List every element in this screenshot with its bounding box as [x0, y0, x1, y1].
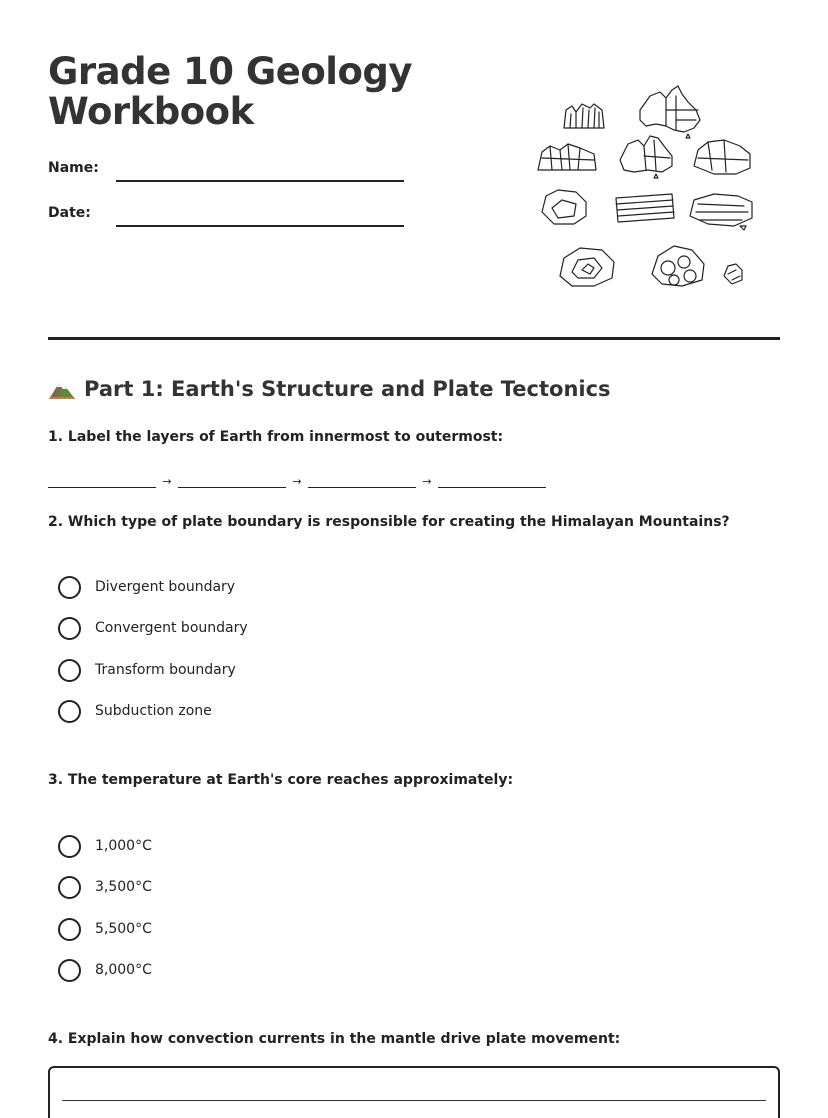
q3-option-8000[interactable]: [58, 958, 152, 982]
radio-button[interactable]: [58, 617, 81, 640]
radio-button[interactable]: [58, 835, 81, 858]
option-label: Convergent boundary: [95, 620, 248, 636]
q3-option-3500[interactable]: [58, 875, 152, 899]
q2-option-subduction[interactable]: [58, 699, 212, 723]
section-heading-part-1: [48, 374, 611, 404]
rock-sketches-icon: [528, 80, 768, 295]
option-label: Subduction zone: [95, 703, 212, 719]
arrow-icon: →: [162, 475, 172, 488]
radio-button[interactable]: [58, 659, 81, 682]
name-label: Name:: [48, 160, 99, 176]
answer-line: [62, 1100, 766, 1101]
date-field[interactable]: [116, 225, 404, 227]
q3-option-1000[interactable]: [58, 834, 152, 858]
q2-option-convergent[interactable]: [58, 616, 248, 640]
q3-option-5500[interactable]: [58, 917, 152, 941]
name-field[interactable]: [116, 180, 404, 182]
title-line-2: Workbook: [48, 90, 254, 133]
australia-map-icon: [640, 86, 700, 138]
option-label: 8,000°C: [95, 962, 152, 978]
rock-outline-sketch-icon: [542, 190, 586, 224]
question-2-text: 2. Which type of plate boundary is responsible for creating the Himalayan Mountains?: [48, 514, 730, 530]
radio-button[interactable]: [58, 876, 81, 899]
pebble-sketch-icon: [724, 264, 742, 284]
mountain-icon: [48, 378, 76, 400]
answer-textarea[interactable]: [48, 1066, 780, 1118]
radio-button[interactable]: [58, 576, 81, 599]
australia-map-small-icon: [620, 136, 672, 178]
section-divider: [48, 337, 780, 340]
layer-blank-2[interactable]: [178, 474, 286, 488]
layer-blank-1[interactable]: [48, 474, 156, 488]
radio-button[interactable]: [58, 959, 81, 982]
layer-blank-3[interactable]: [308, 474, 416, 488]
option-label: Transform boundary: [95, 662, 236, 678]
radio-button[interactable]: [58, 918, 81, 941]
option-label: 1,000°C: [95, 838, 152, 854]
title-line-1: Grade 10 Geology: [48, 50, 413, 93]
radio-button[interactable]: [58, 700, 81, 723]
layer-blank-4[interactable]: [438, 474, 546, 488]
section-title: Part 1: Earth's Structure and Plate Tectonics: [84, 377, 611, 401]
arrow-icon: →: [422, 475, 432, 488]
layered-rock-sketch-icon: [616, 194, 674, 222]
boulder-sketch-icon: [694, 140, 750, 174]
page-title: [48, 52, 468, 132]
question-4-text: 4. Explain how convection currents in the mantle drive plate movement:: [48, 1031, 621, 1047]
layers-blanks: [48, 470, 546, 488]
date-label: Date:: [48, 205, 91, 221]
arrow-icon: →: [292, 475, 302, 488]
question-1-text: 1. Label the layers of Earth from innermost to outermost:: [48, 429, 504, 445]
cliff-sketch-icon: [564, 104, 604, 128]
conglomerate-sketch-icon: [652, 246, 704, 286]
stone-block-sketch-icon: [538, 144, 596, 170]
q2-option-transform[interactable]: [58, 658, 236, 682]
question-3-text: 3. The temperature at Earth's core reaches approximately:: [48, 772, 514, 788]
q2-option-divergent[interactable]: [58, 575, 235, 599]
option-label: 3,500°C: [95, 879, 152, 895]
option-label: 5,500°C: [95, 921, 152, 937]
option-label: Divergent boundary: [95, 579, 236, 595]
striped-rock-sketch-icon: [690, 194, 752, 230]
geode-sketch-icon: [560, 248, 614, 286]
